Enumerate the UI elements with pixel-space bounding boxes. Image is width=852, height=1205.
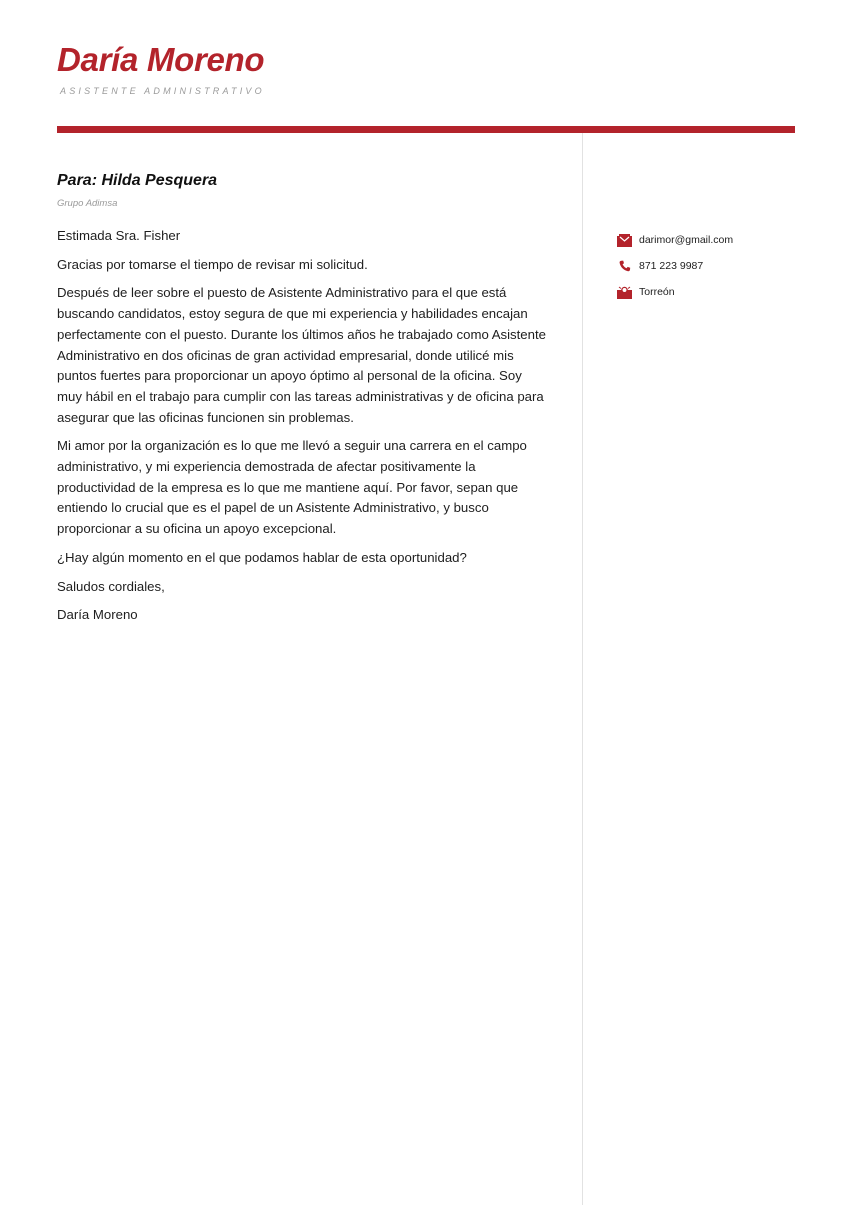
letter-paragraph: ¿Hay algún momento en el que podamos hablar de esta oportunidad? (57, 549, 467, 565)
letter-closing: Saludos cordiales, (57, 578, 165, 594)
applicant-job-title: ASISTENTE ADMINISTRATIVO (60, 86, 265, 96)
contact-sidebar (617, 227, 817, 305)
letter-text (57, 226, 547, 626)
letter-signature: Daría Moreno (57, 607, 138, 623)
contact-email (617, 227, 817, 253)
contact-phone-text[interactable]: 871 223 9987 (639, 260, 704, 272)
email-icon (617, 233, 632, 248)
contact-email-text[interactable]: darimor@gmail.com (639, 234, 734, 246)
letter-paragraph: Gracias por tomarse el tiempo de revisar mi solicitud. (57, 256, 368, 272)
letter-body (57, 170, 547, 634)
contact-phone (617, 253, 817, 279)
phone-icon (617, 259, 632, 274)
recipient-company: Grupo Adimsa (57, 198, 118, 209)
header-accent-bar (57, 126, 795, 133)
resume-header (57, 38, 795, 96)
letter-greeting: Estimada Sra. Fisher (57, 228, 181, 243)
contact-location (617, 279, 817, 305)
location-icon (617, 285, 632, 300)
applicant-name: Daría Moreno (57, 41, 265, 78)
column-divider (582, 133, 583, 1205)
recipient-line: Para: Hilda Pesquera (57, 172, 218, 189)
letter-paragraph: Mi amor por la organización es lo que me llevó a seguir una carrera en el campo administrativo, y mi experiencia demostrada de afectar positivamente la productividad de la empresa es lo que me mantiene aquí. Por favor, sepan que entiendo lo crucial que es el papel de un Asistente Administrativo, y busco proporcionar a su oficina un apoyo excepcional. (57, 438, 527, 537)
contact-location-text: Torreón (639, 286, 675, 298)
letter-paragraph: Después de leer sobre el puesto de Asistente Administrativo para el que está buscando candidatos, estoy segura de que mi experiencia y habilidades encajan perfectamente con el puesto. Durante los últimos años he trabajado como Asistente Administrativo en dos oficinas de gran actividad empresarial, donde utilicé mis puntos fuertes para proporcionar un apoyo óptimo al personal de la oficina. Soy muy hábil en el trabajo para cumplir con las tareas administrativas y de oficina para asegurar que las oficinas funcionen sin problemas. (57, 285, 546, 425)
